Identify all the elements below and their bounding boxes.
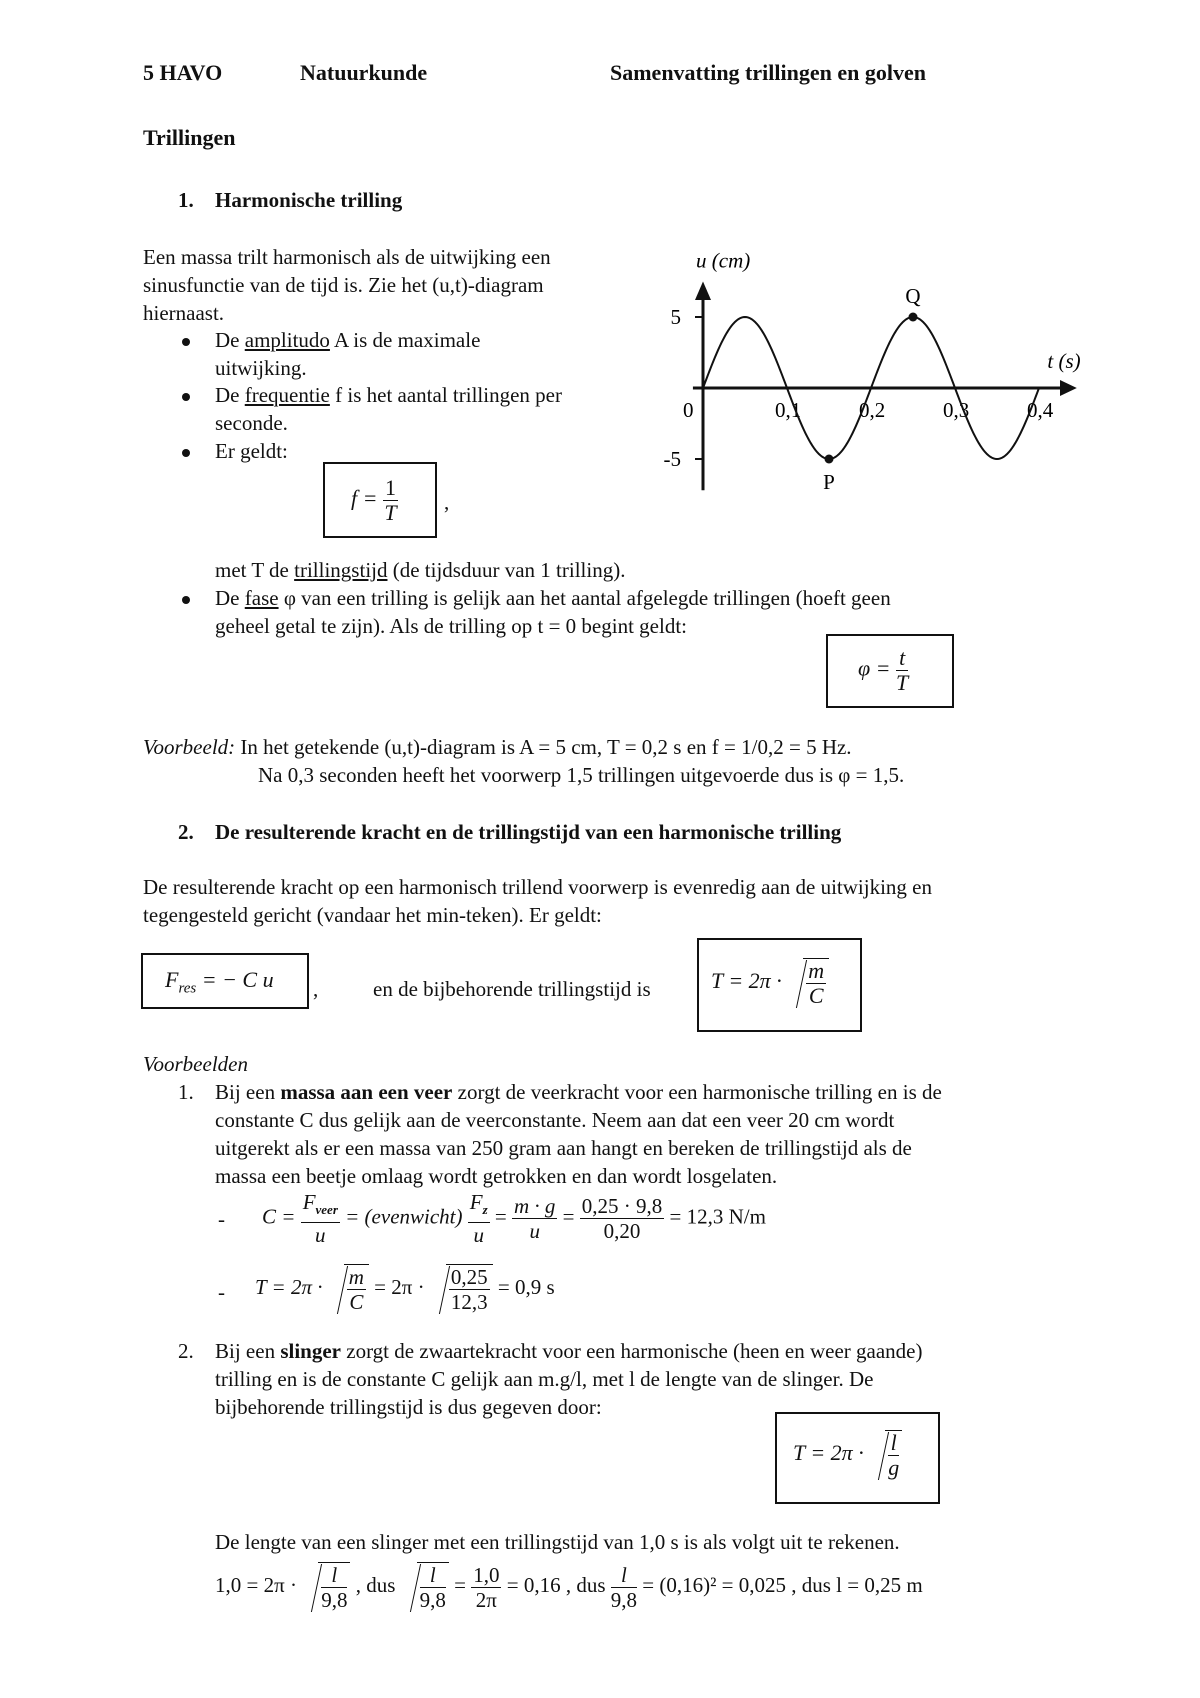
ex1-line3: uitgerekt als er een massa van 250 gram aan hangt en bereken de trillingstijd als de [215,1136,912,1160]
bullet [182,393,190,401]
x-tick-label: 0,1 [775,398,802,422]
section1-number: 1. [178,188,194,212]
formula-phi-box [826,634,954,708]
s1-intro-line: Een massa trilt harmonisch als de uitwijking een [143,245,551,269]
s2-mid-text: en de bijbehorende trillingstijd is [373,977,651,1001]
calc-c-dash: - [218,1207,225,1231]
bullet-amplitudo-line2: uitwijking. [215,356,307,380]
example-line2: Na 0,3 seconden heeft het voorwerp 1,5 trillingen uitgevoerde dus is φ = 1,5. [258,763,905,787]
formula-T-box [697,938,862,1032]
ex2-line2: trilling en is de constante C gelijk aan m.g/l, met l de lengte van de slinger. De [215,1367,874,1391]
ex1-line4: massa een beetje omlaag wordt getrokken en dan wordt losgelaten. [215,1164,778,1188]
ex1-number: 1. [178,1080,194,1104]
ex2-number: 2. [178,1339,194,1363]
y-tick-label: 5 [670,305,681,329]
bullet [182,596,190,604]
s1-intro-line: sinusfunctie van de tijd is. Zie het (u,t)-diagram [143,273,544,297]
formula-slinger: T = 2π · $\frac{l}{g}$ [793,1430,902,1480]
x-tick-label: 0,4 [1027,398,1054,422]
ex2-line4: De lengte van een slinger met een trillingstijd van 1,0 s is als volgt uit te rekenen. [215,1530,900,1554]
example-line1: Voorbeeld: In het getekende (u,t)-diagram is A = 5 cm, T = 0,2 s en f = 1/0,2 = 5 Hz. [143,735,852,759]
formula-f: f = $\frac{1}{T}$ [351,475,397,525]
calc-t-dash: - [218,1280,225,1304]
formula-slinger-box [775,1412,940,1504]
formula-f-comma: , [444,490,450,514]
formula-T: T = 2π · $\frac{m}{C}$ [711,958,829,1008]
y-axis-arrow [695,282,711,300]
s1-intro-line: hiernaast. [143,301,225,325]
calc-t-formula: T = 2π · $\frac{m}{C}$ = 2π · $\frac{0,25}{12,3}$ = 0,9 s [255,1265,555,1314]
bullet [182,338,190,346]
x-tick-label: 0,3 [943,398,970,422]
point-q [909,313,918,322]
formula-fres-comma: , [313,977,319,1001]
header-title: Samenvatting trillingen en golven [610,60,926,85]
bullet-amplitudo: De amplitudo A is de maximale [215,328,481,352]
point-label: P [823,470,835,494]
calc-c-formula: C = $\frac{F_{veer}}{u}$ = (evenwicht) $\frac{F_z}{u}$ = $\frac{m \cdot g}{u}$ = $\frac{0,25 \cdot 9,8}{0,20}$ = 12,3 N/m [262,1190,766,1248]
formula-fres: $F_{res}$ = − C u [165,967,274,997]
ex1-line1: Bij een massa aan een veer zorgt de veerkracht voor een harmonische trilling en is de [215,1080,942,1104]
bullet [182,449,190,457]
bullet-fase: De fase φ van een trilling is gelijk aan het aantal afgelegde trillingen (hoeft geen [215,586,891,610]
section2-title: De resulterende kracht en de trillingstijd van een harmonische trilling [215,820,842,844]
x-tick-label: 0,2 [859,398,886,422]
formula-fres-box [141,953,309,1009]
s2-intro-line: De resulterende kracht op een harmonisch trillend voorwerp is evenredig aan de uitwijking en [143,875,932,899]
y-tick-label: -5 [663,447,681,471]
examples-label: Voorbeelden [143,1052,248,1076]
ex1-line2: constante C dus gelijk aan de veerconstante. Neem aan dat een veer 20 cm wordt [215,1108,895,1132]
y-axis-label: u (cm) [696,248,751,273]
point-label: Q [905,284,921,308]
header-class: 5 HAVO [143,60,223,85]
ex2-calc: 1,0 = 2π · $\frac{l}{9,8}$ , dus $\frac{l}{9,8}$ = $\frac{1,0}{2\pi}$ = 0,16 , dus $\frac{l}{9,8}$ = (0,16)² = 0,025 , dus l = 0,25 m [215,1562,923,1612]
met-trillingstijd: met T de trillingstijd (de tijdsduur van 1 trilling). [215,558,626,582]
section1-title: Harmonische trilling [215,188,403,212]
point-p [825,455,834,464]
s2-intro-line: tegengesteld gericht (vandaar het min-teken). Er geldt: [143,903,602,927]
ex2-line1: Bij een slinger zorgt de zwaartekracht voor een harmonische (heen en weer gaande) [215,1339,923,1363]
bullet-frequentie-line2: seconde. [215,411,288,435]
bullet-frequentie: De frequentie f is het aantal trillingen per [215,383,562,407]
formula-phi: φ = $\frac{t}{T}$ [858,645,909,695]
header-subject: Natuurkunde [300,60,428,85]
x-tick-label: 0 [683,398,694,422]
bullet-geldt: Er geldt: [215,439,288,463]
section2-number: 2. [178,820,194,844]
bullet-fase-line2: geheel getal te zijn). Als de trilling op t = 0 begint geldt: [215,614,687,638]
page-heading: Trillingen [143,125,236,150]
formula-f-box [323,462,437,538]
ex2-line3: bijbehorende trillingstijd is dus gegeven door: [215,1395,602,1419]
x-axis-arrow [1060,380,1077,396]
x-axis-label: t (s) [1047,349,1081,373]
ut-diagram [650,240,1120,510]
